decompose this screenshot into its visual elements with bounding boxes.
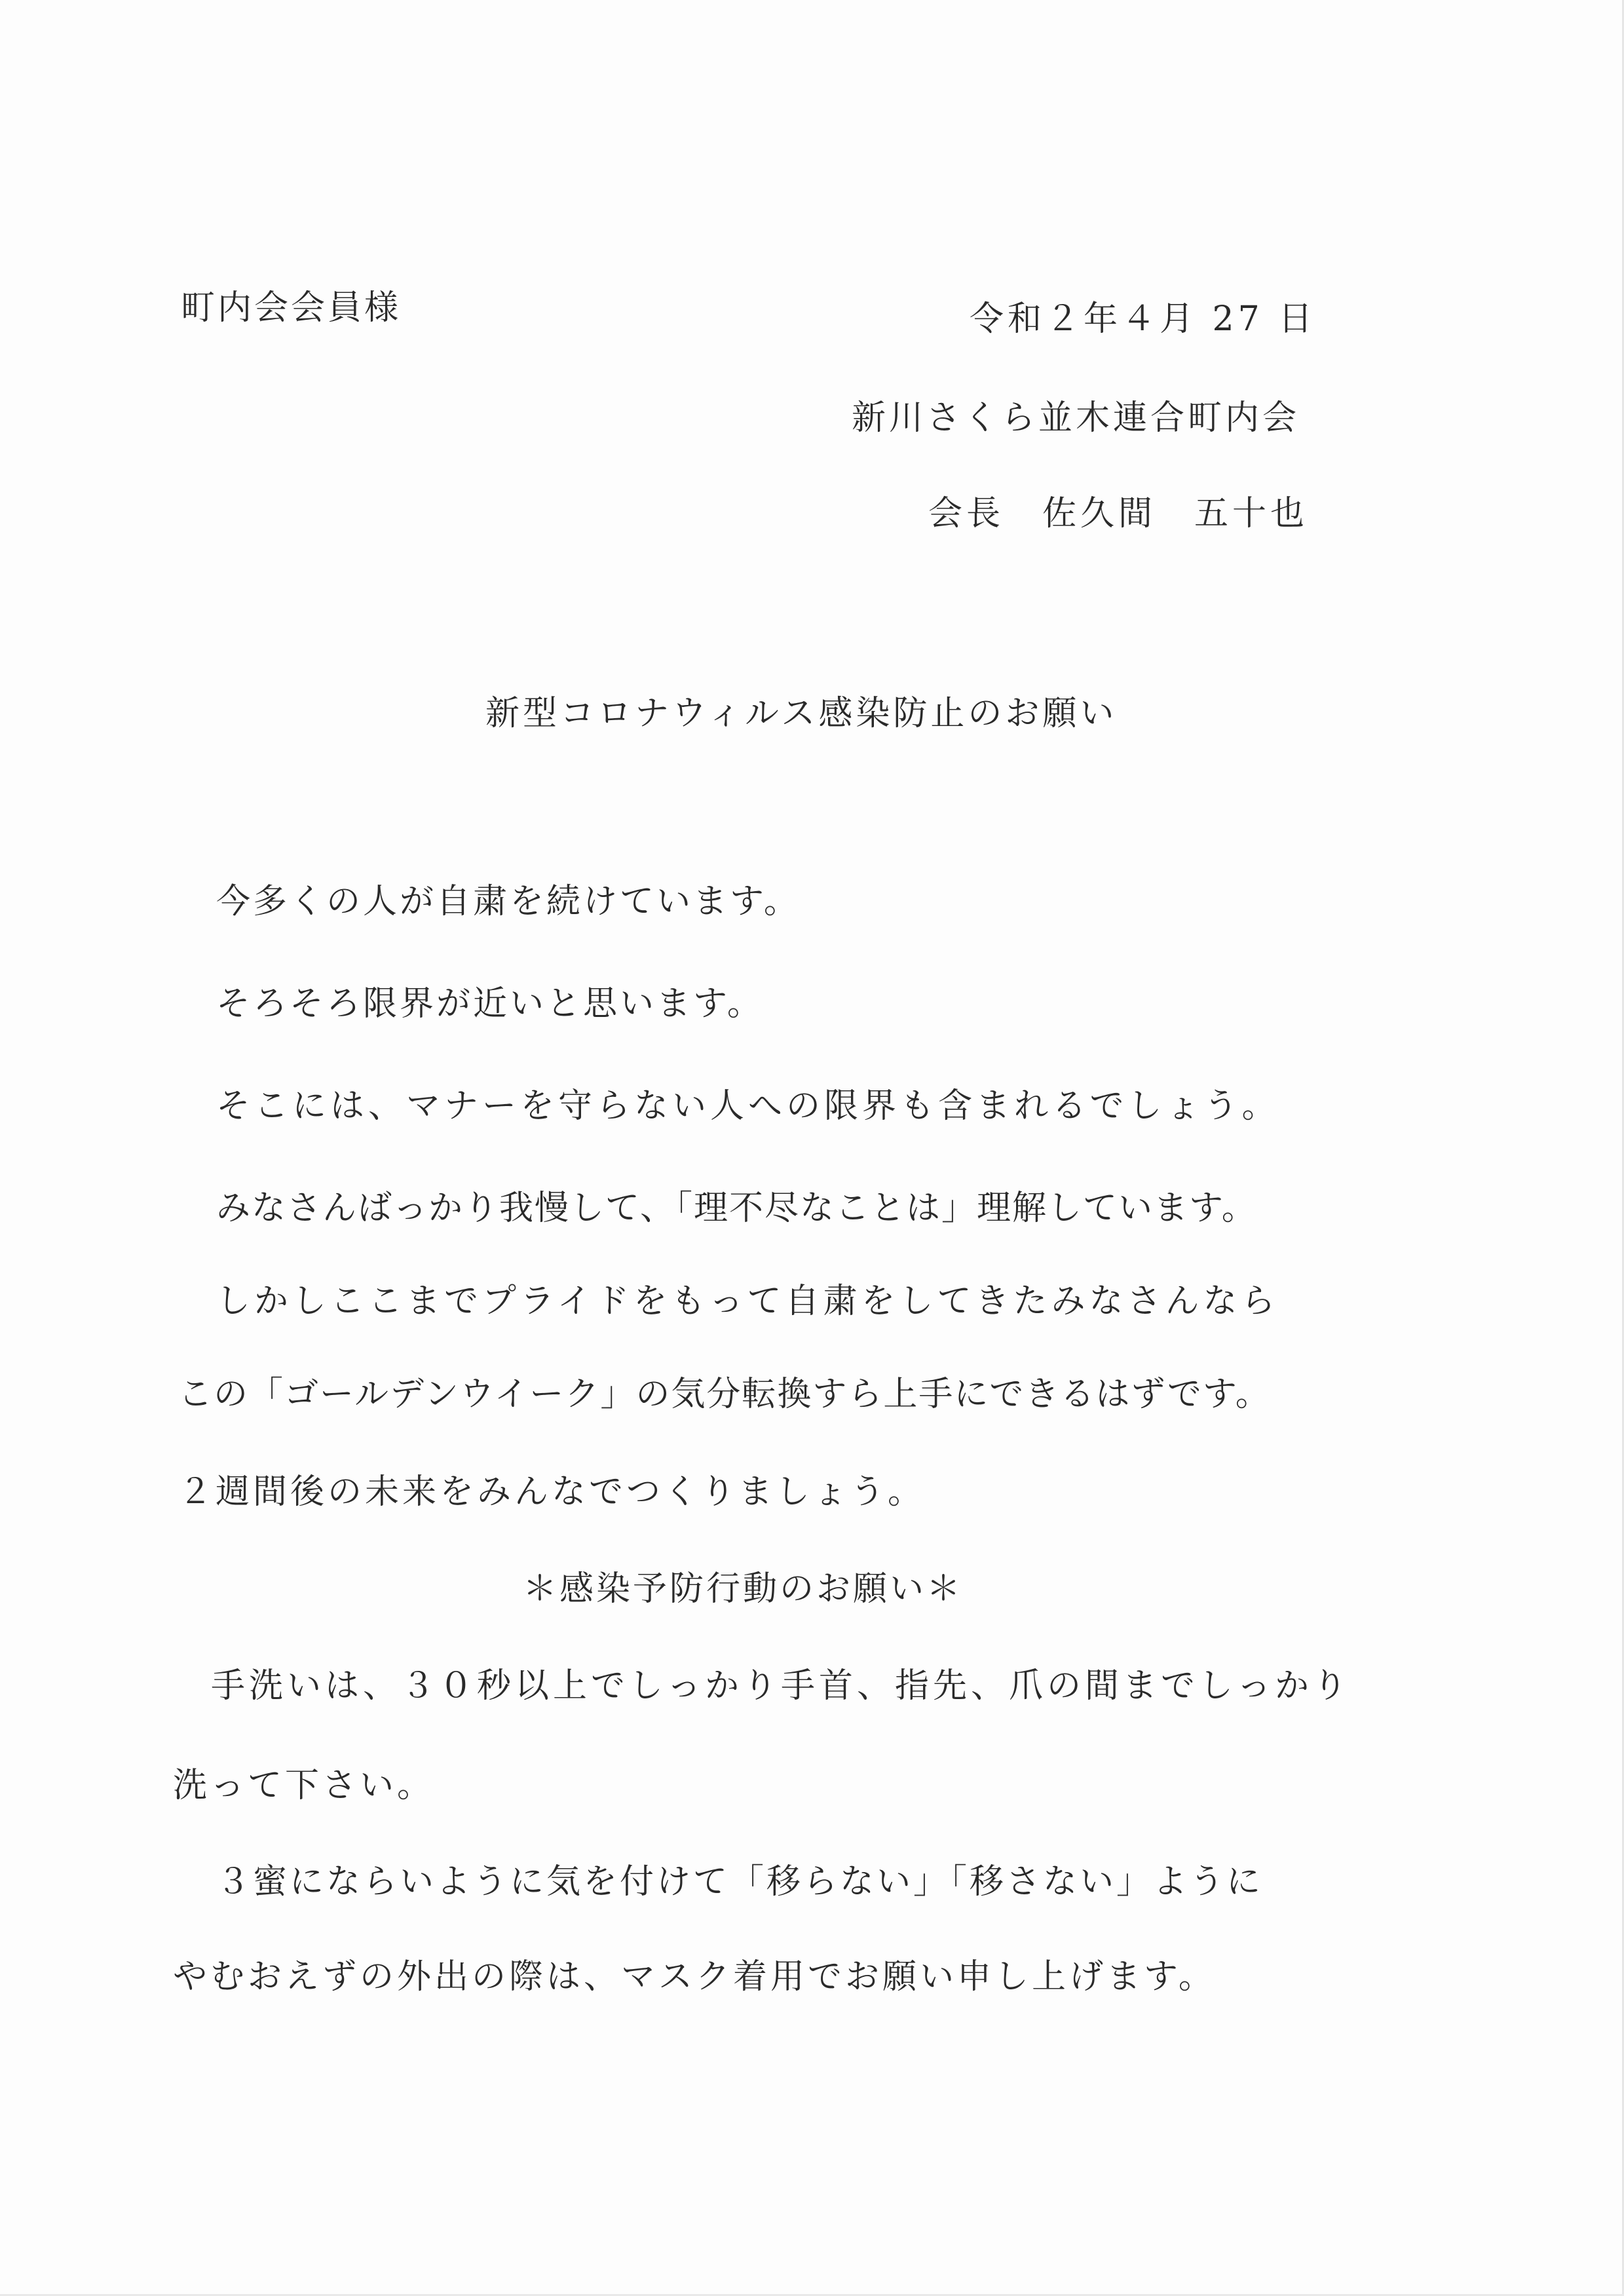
section-line: ３蜜にならいように気を付けて「移らない」「移さない」ように bbox=[216, 1862, 1264, 1902]
body-line: そろそろ限界が近いと思います。 bbox=[216, 984, 764, 1024]
sender: 会長 佐久間 五十也 bbox=[928, 494, 1309, 533]
body-line: しかしここまでプライドをもって自粛をしてきたみなさんなら bbox=[216, 1282, 1279, 1321]
body-line: この「ゴールデンウイーク」の気分転換すら上手にできるはずです。 bbox=[178, 1375, 1271, 1414]
body-line: そこには、マナーを守らない人への限界も含まれるでしょう。 bbox=[216, 1086, 1280, 1126]
organization: 新川さくら並木連合町内会 bbox=[852, 398, 1300, 438]
section-line: 手洗いは、３０秒以上でしっかり手首、指先、爪の間までしっかり bbox=[211, 1666, 1351, 1706]
body-line: みなさんばっかり我慢して、「理不尽なことは」理解しています。 bbox=[216, 1189, 1257, 1228]
body-line: 今多くの人が自粛を続けています。 bbox=[216, 882, 801, 921]
section-heading: ＊感染予防行動のお願い＊ bbox=[523, 1569, 964, 1609]
document-title: 新型コロナウィルス感染防止のお願い bbox=[485, 694, 1118, 733]
body-line: ２週間後の未来をみんなでつくりましょう。 bbox=[178, 1472, 926, 1512]
section-line: やむおえずの外出の際は、マスク着用でお願い申し上げます。 bbox=[173, 1957, 1216, 1997]
addressee: 町内会会員様 bbox=[181, 288, 402, 328]
date: 令和２年４月 27 日 bbox=[970, 299, 1317, 339]
section-line: 洗って下さい。 bbox=[173, 1766, 435, 1805]
